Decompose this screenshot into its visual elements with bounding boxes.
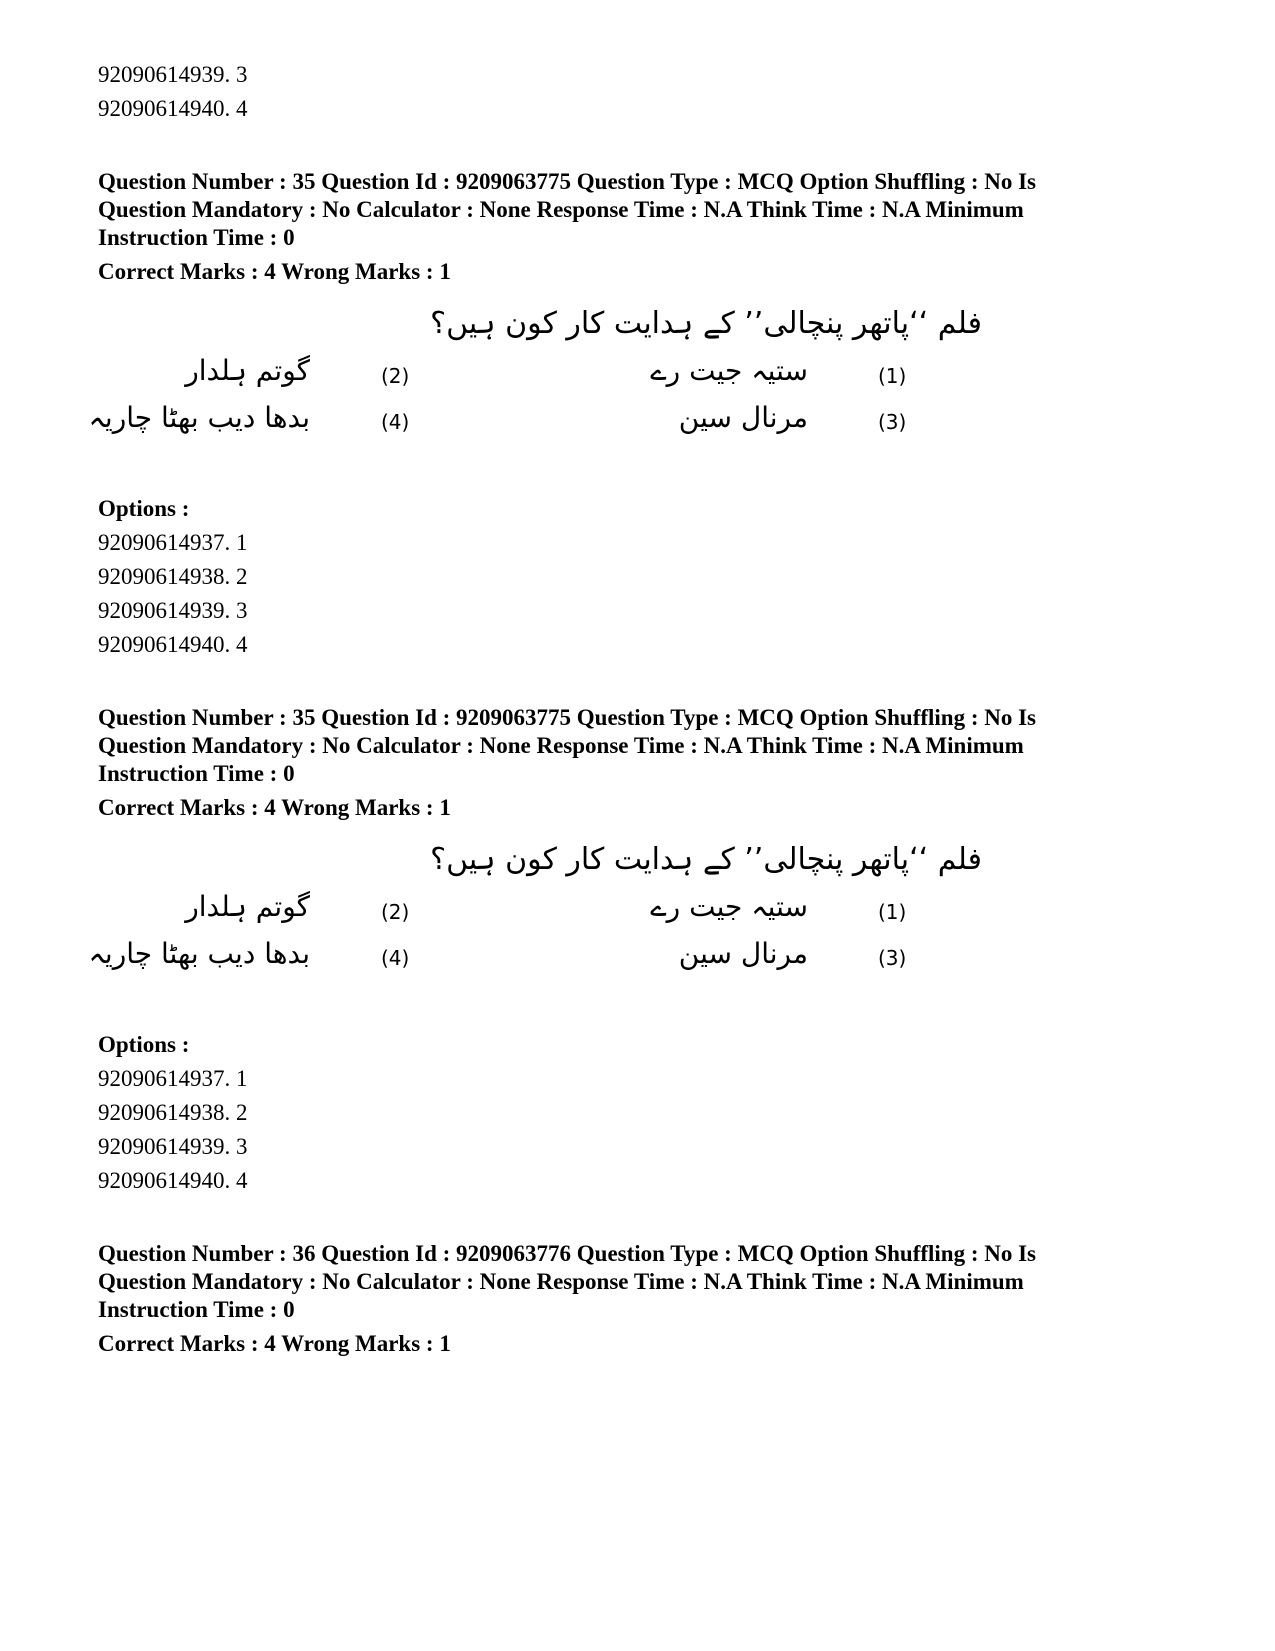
question-block-1 — [88, 168, 1178, 662]
option-number: (3) — [878, 410, 907, 434]
urdu-option-text: گوتم ہلدار — [185, 890, 310, 923]
option-line: 92090614940. 4 — [98, 632, 248, 657]
marks-line: Correct Marks : 4 Wrong Marks : 1 — [98, 795, 451, 820]
option-number: (1) — [878, 364, 907, 388]
question-block-3 — [98, 1240, 1178, 1358]
option-line: 92090614939. 3 — [98, 1134, 248, 1159]
urdu-option-text: مرنال سین — [678, 401, 808, 434]
question-header-line: Instruction Time : 0 — [98, 761, 295, 786]
marks-line: Correct Marks : 4 Wrong Marks : 1 — [98, 259, 451, 284]
urdu-question-image — [88, 842, 1178, 1002]
urdu-question-image — [88, 306, 1178, 466]
urdu-option-text: گوتم ہلدار — [185, 354, 310, 387]
options-label: Options : — [98, 496, 190, 521]
option-line: 92090614938. 2 — [98, 1100, 248, 1125]
option-line: 92090614937. 1 — [98, 530, 248, 555]
urdu-option-text: بدھا دیب بھٹا چاریہ — [88, 937, 310, 970]
marks-line: Correct Marks : 4 Wrong Marks : 1 — [98, 1331, 451, 1356]
question-block-2 — [88, 704, 1178, 1198]
question-header-line: Instruction Time : 0 — [98, 1297, 295, 1322]
option-line: 92090614939. 3 — [98, 62, 248, 87]
previous-options — [98, 58, 1178, 126]
option-line: 92090614938. 2 — [98, 564, 248, 589]
urdu-question-text: فلم ‘‘پاتھر پنچالی’’ کے ہدایت کار کون ہیں؟ — [430, 842, 982, 877]
option-line: 92090614940. 4 — [98, 1168, 248, 1193]
question-header-line: Question Mandatory : No Calculator : None Response Time : N.A Think Time : N.A Minimum — [98, 197, 1024, 222]
question-header-line: Question Number : 35 Question Id : 9209063775 Question Type : MCQ Option Shuffling : No Is — [98, 169, 1037, 194]
document-page — [88, 58, 1178, 1358]
question-header-line: Question Mandatory : No Calculator : None Response Time : N.A Think Time : N.A Minimum — [98, 733, 1024, 758]
urdu-option-text: بدھا دیب بھٹا چاریہ — [88, 401, 310, 434]
option-line: 92090614940. 4 — [98, 96, 248, 121]
option-number: (3) — [878, 946, 907, 970]
option-number: (4) — [381, 410, 410, 434]
question-header-line: Question Number : 35 Question Id : 9209063775 Question Type : MCQ Option Shuffling : No Is — [98, 705, 1037, 730]
option-line: 92090614937. 1 — [98, 1066, 248, 1091]
option-number: (1) — [878, 900, 907, 924]
question-header-line: Question Mandatory : No Calculator : None Response Time : N.A Think Time : N.A Minimum — [98, 1269, 1024, 1294]
urdu-option-text: ستیہ جیت رے — [650, 354, 808, 387]
options-label: Options : — [98, 1032, 190, 1057]
urdu-question-text: فلم ‘‘پاتھر پنچالی’’ کے ہدایت کار کون ہیں؟ — [430, 306, 982, 341]
option-number: (2) — [381, 364, 410, 388]
option-line: 92090614939. 3 — [98, 598, 248, 623]
question-header-line: Instruction Time : 0 — [98, 225, 295, 250]
question-header-line: Question Number : 36 Question Id : 9209063776 Question Type : MCQ Option Shuffling : No Is — [98, 1241, 1037, 1266]
urdu-option-text: مرنال سین — [678, 937, 808, 970]
urdu-option-text: ستیہ جیت رے — [650, 890, 808, 923]
option-number: (4) — [381, 946, 410, 970]
option-number: (2) — [381, 900, 410, 924]
